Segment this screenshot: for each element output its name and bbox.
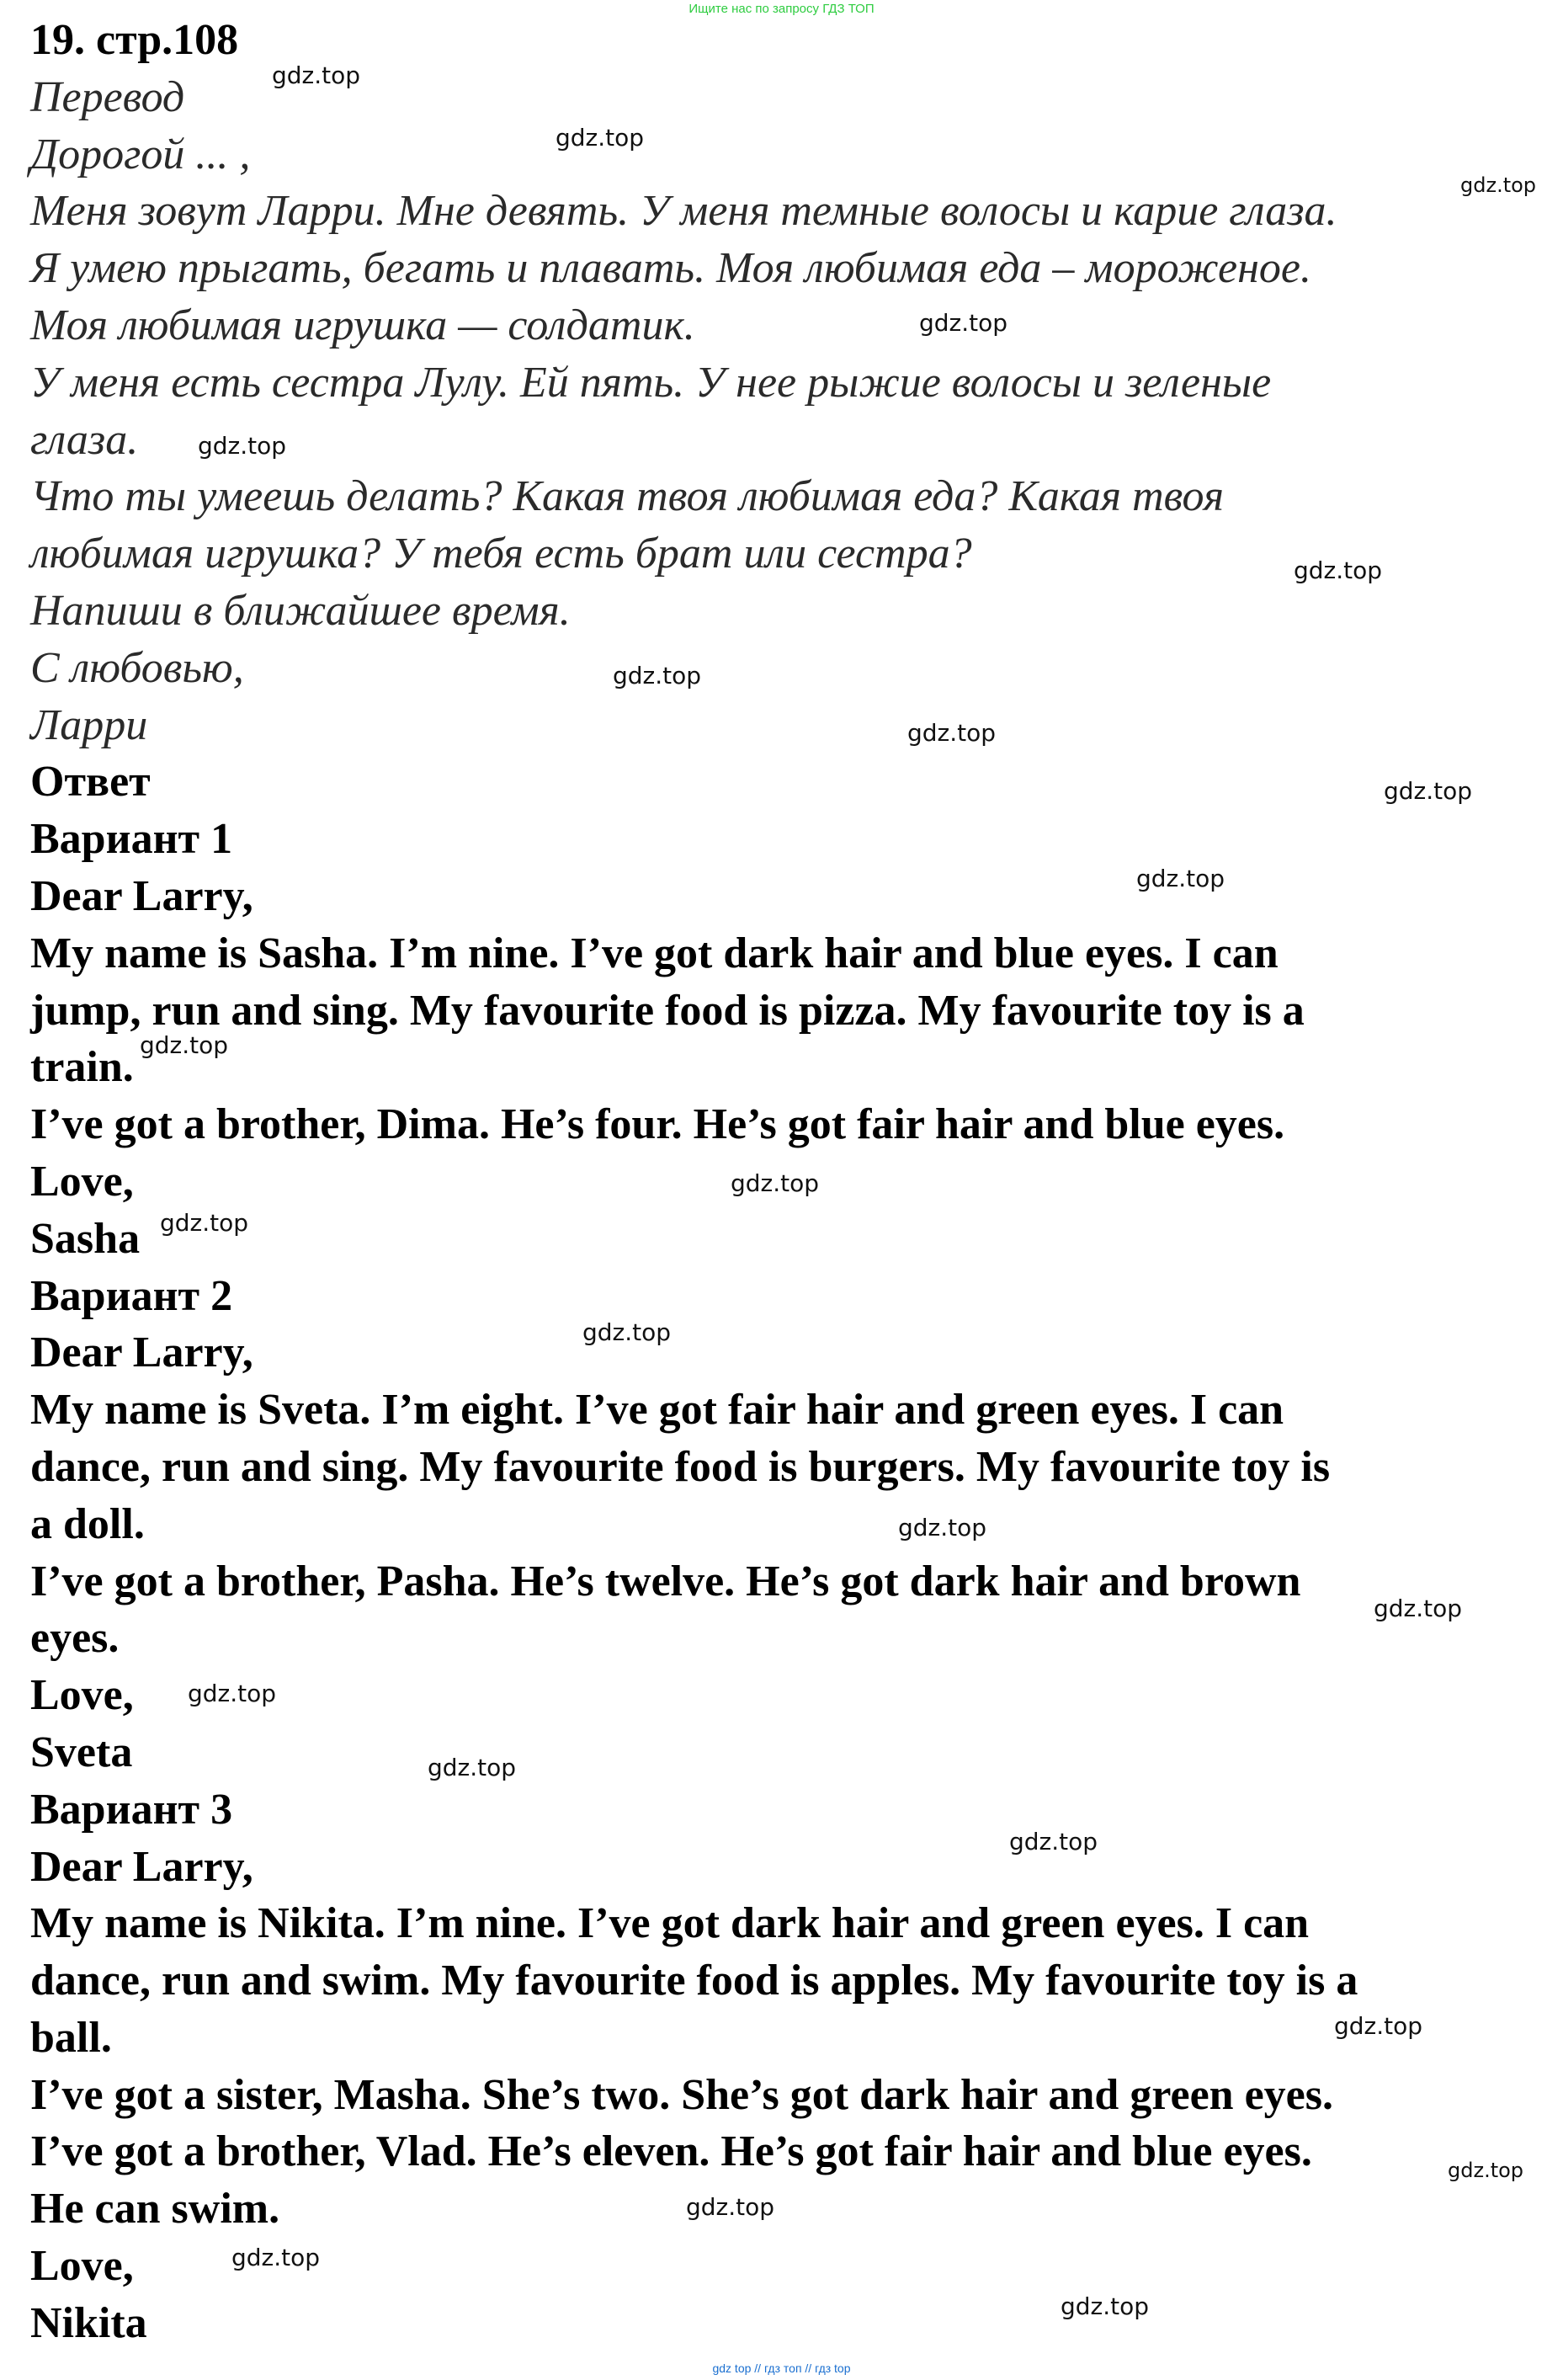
translation-line: Я умею прыгать, бегать и плавать. Моя любимая еда – мороженое. bbox=[30, 244, 1311, 293]
translation-line: У меня есть сестра Лулу. Ей пять. У нее рыжие волосы и зеленые bbox=[30, 358, 1272, 407]
variant-line: dance, run and sing. My favourite food is burgers. My favourite toy is bbox=[30, 1442, 1331, 1491]
variant-line: Dear Larry, bbox=[30, 871, 253, 920]
variant-line: eyes. bbox=[30, 1614, 120, 1663]
watermark: gdz.top bbox=[686, 2193, 775, 2221]
watermark: gdz.top bbox=[898, 1514, 987, 1541]
top-banner: Ищите нас по запросу ГДЗ ТОП bbox=[688, 2, 875, 16]
variant-line: He can swim. bbox=[30, 2185, 280, 2234]
watermark: gdz.top bbox=[582, 1318, 672, 1346]
watermark: gdz.top bbox=[1384, 777, 1473, 805]
watermark: gdz.top bbox=[556, 124, 645, 152]
variant-line: My name is Sveta. I’m eight. I’ve got fair hair and green eyes. I can bbox=[30, 1386, 1284, 1435]
variant-line: I’ve got a sister, Masha. She’s two. She’s got dark hair and green eyes. bbox=[30, 2070, 1333, 2119]
watermark: gdz.top bbox=[1374, 1595, 1463, 1622]
variant-line: dance, run and swim. My favourite food is apples. My favourite toy is a bbox=[30, 1957, 1358, 2005]
variant-line: train. bbox=[30, 1043, 134, 1092]
watermark: gdz.top bbox=[188, 1680, 277, 1707]
watermark: gdz.top bbox=[272, 61, 361, 89]
translation-line: С любовью, bbox=[30, 643, 244, 692]
watermark: gdz.top bbox=[731, 1169, 820, 1197]
translation-line: Дорогой ... , bbox=[30, 130, 251, 178]
watermark: gdz.top bbox=[1294, 556, 1383, 584]
variant-line: a doll. bbox=[30, 1499, 145, 1548]
translation-line: глаза. bbox=[30, 415, 139, 464]
variant-line: My name is Nikita. I’m nine. I’ve got dark hair and green eyes. I can bbox=[30, 1899, 1310, 1948]
bottom-banner: gdz top // гдз топ // гдз top bbox=[712, 2361, 851, 2375]
translation-line: Напиши в ближайшее время. bbox=[30, 586, 571, 635]
variant-title: Вариант 2 bbox=[30, 1271, 233, 1320]
variant-title: Вариант 3 bbox=[30, 1785, 233, 1834]
translation-line: Ларри bbox=[30, 700, 148, 749]
variant-line: Sveta bbox=[30, 1728, 133, 1776]
variant-line: Love, bbox=[30, 1157, 134, 1206]
variant-line: jump, run and sing. My favourite food is pizza. My favourite toy is a bbox=[30, 986, 1305, 1035]
variant-title: Вариант 1 bbox=[30, 815, 233, 864]
translation-line: Моя любимая игрушка — солдатик. bbox=[30, 301, 695, 349]
answer-label: Ответ bbox=[30, 758, 151, 807]
variant-line: ball. bbox=[30, 2013, 112, 2062]
variant-line: Nikita bbox=[30, 2298, 147, 2347]
watermark: gdz.top bbox=[198, 432, 287, 460]
watermark: gdz.top bbox=[1460, 173, 1537, 197]
watermark: gdz.top bbox=[231, 2244, 321, 2271]
variant-line: Sasha bbox=[30, 1214, 141, 1263]
translation-line: Меня зовут Ларри. Мне девять. У меня темные волосы и карие глаза. bbox=[30, 187, 1337, 236]
variant-line: My name is Sasha. I’m nine. I’ve got dark hair and blue eyes. I can bbox=[30, 929, 1279, 977]
variant-line: Love, bbox=[30, 2242, 134, 2291]
translation-line: любимая игрушка? У тебя есть брат или сестра? bbox=[30, 530, 972, 578]
watermark: gdz.top bbox=[919, 309, 1008, 337]
watermark: gdz.top bbox=[1009, 1828, 1098, 1856]
watermark: gdz.top bbox=[140, 1031, 229, 1059]
watermark: gdz.top bbox=[160, 1209, 249, 1237]
variant-line: Love, bbox=[30, 1671, 134, 1720]
variant-line: I’ve got a brother, Pasha. He’s twelve. He’s got dark hair and brown bbox=[30, 1557, 1301, 1605]
watermark: gdz.top bbox=[1136, 865, 1225, 892]
variant-line: Dear Larry, bbox=[30, 1842, 253, 1891]
watermark: gdz.top bbox=[907, 719, 997, 747]
exercise-heading: 19. стр.108 bbox=[30, 16, 239, 64]
watermark: gdz.top bbox=[428, 1754, 517, 1781]
variant-line: I’ve got a brother, Dima. He’s four. He’s got fair hair and blue eyes. bbox=[30, 1100, 1285, 1149]
watermark: gdz.top bbox=[613, 662, 702, 690]
translation-label: Перевод bbox=[30, 72, 185, 121]
watermark: gdz.top bbox=[1334, 2012, 1423, 2040]
watermark: gdz.top bbox=[1448, 2159, 1524, 2182]
variant-line: I’ve got a brother, Vlad. He’s eleven. He’s got fair hair and blue eyes. bbox=[30, 2127, 1312, 2176]
translation-line: Что ты умеешь делать? Какая твоя любимая еда? Какая твоя bbox=[30, 472, 1225, 521]
variant-line: Dear Larry, bbox=[30, 1328, 253, 1377]
watermark: gdz.top bbox=[1061, 2292, 1150, 2320]
